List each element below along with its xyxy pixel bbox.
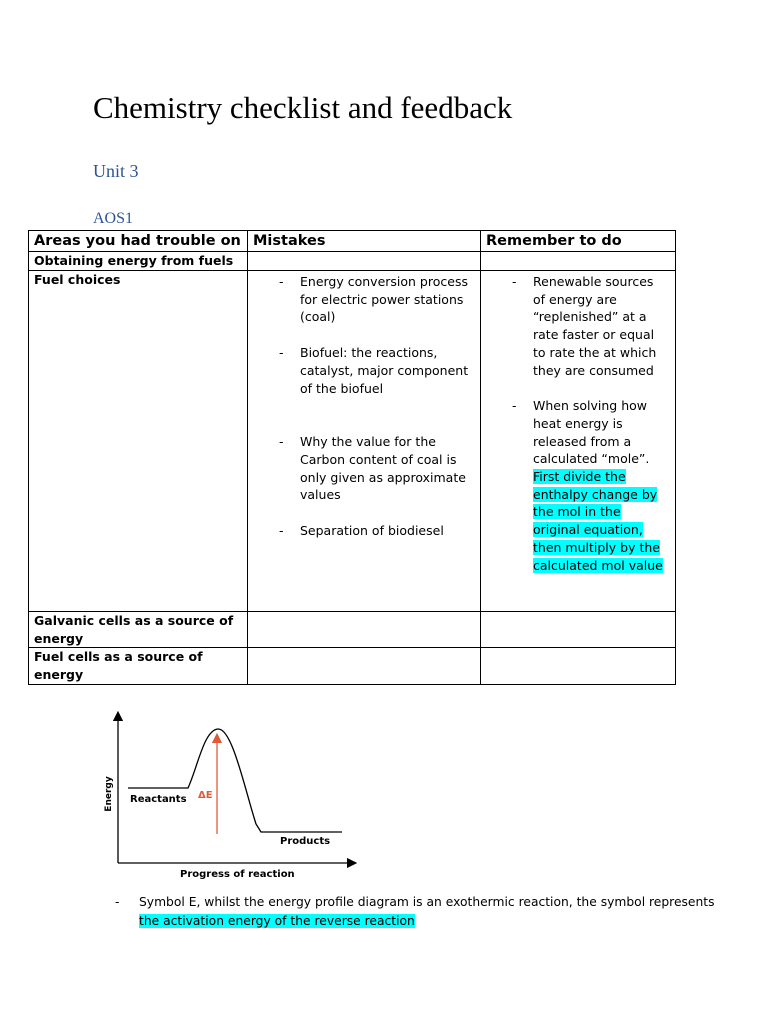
list-item: - Separation of biodiesel	[253, 522, 475, 540]
checklist-table	[28, 230, 676, 685]
mistakes-cell	[248, 612, 481, 648]
x-axis-label: Progress of reaction	[180, 869, 295, 880]
note-highlight: the activation energy of the reverse reaction	[139, 914, 415, 928]
delta-e-label: ΔE	[198, 790, 213, 801]
list-item: - Why the value for the Carbon content of coal is only given as approximate values	[253, 433, 475, 504]
energy-curve	[128, 729, 342, 832]
list-item	[486, 397, 670, 574]
list-item: - Energy conversion process for electric power stations (coal)	[253, 273, 475, 326]
note-item	[115, 893, 715, 931]
list-item: - Renewable sources of energy are “replenished” at a rate faster or equal to rate the at which they are consumed	[486, 273, 670, 379]
area-cell: Galvanic cells as a source of energy	[29, 612, 248, 648]
table-row	[29, 612, 676, 648]
remember-cell	[481, 648, 676, 684]
products-label: Products	[280, 836, 331, 847]
mistakes-cell	[248, 271, 481, 612]
area-cell: Fuel choices	[29, 271, 248, 612]
note-text: Symbol E, whilst the energy profile diagram is an exothermic reaction, the symbol represents	[139, 895, 715, 909]
list-item-text: When solving how heat energy is released from a calculated “mole”.	[533, 398, 650, 467]
mistakes-cell	[248, 252, 481, 271]
table-row	[29, 271, 676, 612]
remember-cell	[481, 271, 676, 612]
unit-heading: Unit 3	[93, 161, 139, 181]
header-remember: Remember to do	[481, 231, 676, 252]
aos-heading: AOS1	[93, 210, 134, 227]
table-row	[29, 252, 676, 271]
table-row	[29, 648, 676, 684]
table-header-row	[29, 231, 676, 252]
y-axis-label: Energy	[104, 776, 114, 812]
energy-profile-diagram	[100, 706, 360, 886]
header-mistakes: Mistakes	[248, 231, 481, 252]
area-cell: Obtaining energy from fuels	[29, 252, 248, 271]
header-areas: Areas you had trouble on	[29, 231, 248, 252]
remember-cell	[481, 612, 676, 648]
highlighted-text: First divide the enthalpy change by the mol in the original equation, then multiply by the calculated mol value	[533, 469, 663, 573]
remember-list	[486, 273, 670, 574]
list-item: - Biofuel: the reactions, catalyst, major component of the biofuel	[253, 344, 475, 397]
page-title: Chemistry checklist and feedback	[93, 90, 513, 125]
area-cell: Fuel cells as a source of energy	[29, 648, 248, 684]
remember-cell	[481, 252, 676, 271]
reactants-label: Reactants	[130, 794, 187, 805]
mistakes-cell	[248, 648, 481, 684]
mistakes-list	[253, 273, 475, 540]
